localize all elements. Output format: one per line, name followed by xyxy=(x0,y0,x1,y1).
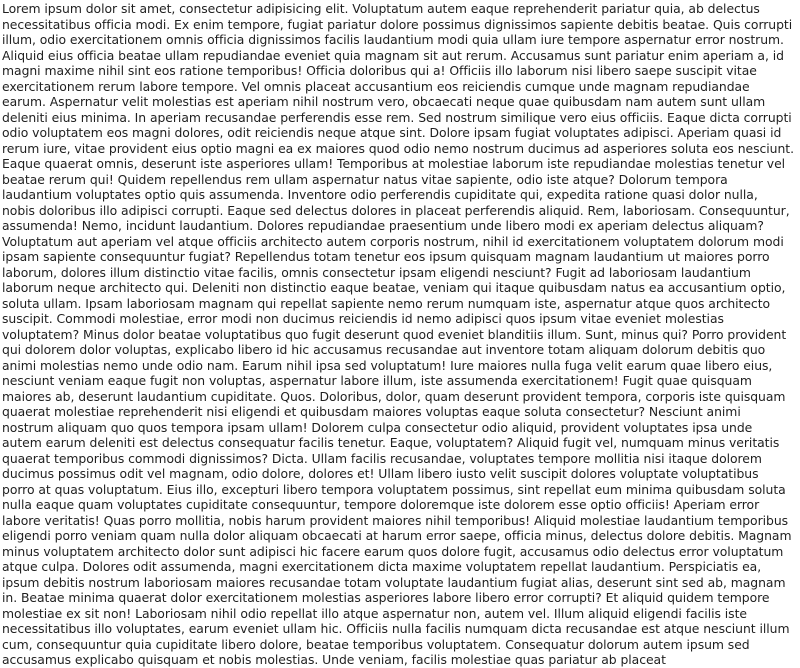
lorem-ipsum-paragraph: Lorem ipsum dolor sit amet, consectetur adipisicing elit. Voluptatum autem eaque reprehenderit pariatur quia, ab delectus necessitatibus officia modi. Ex enim tempore, fugiat pariatur dolore possimus dignissimos sapiente debitis beatae. Quis corrupti illum, odio exercitationem omnis officia dignissimos facilis laudantium modi quia ullam iure tempore aspernatur error nostrum. Aliquid eius officia beatae ullam repudiandae eveniet quia magnam sit aut rerum. Accusamus sunt pariatur enim aperiam a, id magni maxime nihil sint eos ratione temporibus! Officia doloribus qui a! Officiis illo laborum nisi libero saepe suscipit vitae exercitationem rerum labore tempore. Vel omnis placeat accusantium eos reiciendis cumque unde magnam repudiandae earum. Aspernatur velit molestias est aperiam nihil nostrum vero, obcaecati neque quae quibusdam nam autem sunt ullam deleniti eius minima. In aperiam recusandae perferendis esse rem. Sed nostrum similique vero eius officiis. Eaque dicta corrupti odio voluptatem eos magni dolores, odit reiciendis neque atque sint. Dolore ipsam fugiat voluptates adipisci. Aperiam quasi id rerum iure, vitae provident eius optio magni ea ex maiores quod odio nemo nostrum ducimus ad asperiores soluta eos nesciunt. Eaque quaerat omnis, deserunt iste asperiores ullam! Temporibus at molestiae laborum iste repudiandae molestias tenetur vel beatae rerum qui! Quidem repellendus rem ullam aspernatur natus vitae sapiente, odio iste atque? Dolorum tempora laudantium voluptates optio quis assumenda. Inventore odio perferendis cupiditate qui, expedita ratione quasi dolor nulla, nobis doloribus illo adipisci corrupti. Eaque sed delectus dolores in placeat perferendis aliquid. Rem, laboriosam. Consequuntur, assumenda! Nemo, incidunt laudantium. Dolores repudiandae praesentium unde libero modi ex aperiam delectus aliquam? Voluptatum aut aperiam vel atque officiis architecto autem corporis nostrum, nihil id exercitationem voluptatem dolorum modi ipsam sapiente consequuntur fugiat? Repellendus totam tenetur eos ipsum quisquam magnam laudantium ut maiores porro laborum, dolores illum distinctio vitae facilis, omnis consectetur ipsam eligendi nesciunt? Fugit ad laboriosam laudantium laborum neque architecto qui. Deleniti non distinctio eaque beatae, veniam qui itaque quibusdam natus ea accusantium optio, soluta ullam. Ipsam laboriosam magnam qui repellat sapiente nemo rerum numquam iste, aspernatur atque quos architecto suscipit. Commodi molestiae, error modi non ducimus reiciendis id nemo adipisci quos ipsum vitae eveniet molestias voluptatem? Minus dolor beatae voluptatibus quo fugit deserunt quod eveniet blanditiis illum. Sunt, minus qui? Porro provident qui dolorem dolor voluptas, explicabo libero id hic accusamus recusandae aut inventore totam aliquam dolorum debitis quo animi molestias nemo unde odio nam. Earum nihil ipsa sed voluptatum! Iure maiores nulla fuga velit earum quae libero eius, nesciunt veniam eaque fugit non voluptas, aspernatur labore illum, iste assumenda exercitationem! Fugit quae quisquam maiores ab, deserunt laudantium cupiditate. Quos. Doloribus, dolor, quam deserunt provident tempora, corporis iste quisquam quaerat molestiae reprehenderit nisi eligendi et quibusdam maiores voluptas eaque soluta consectetur? Nesciunt animi nostrum aliquam quo quos tempora ipsam ullam! Dolorem culpa consectetur odio aliquid, provident voluptates ipsa unde autem earum deleniti est delectus consequatur facilis tenetur. Eaque, voluptatem? Aliquid fugit vel, numquam minus veritatis quaerat temporibus commodi dignissimos? Dicta. Ullam facilis recusandae, voluptates tempore mollitia nisi itaque dolorem ducimus possimus odit vel magnam, odio dolore, dolores et! Ullam libero iusto velit suscipit dolores voluptate voluptatibus porro at quas voluptatum. Eius illo, excepturi libero tempora voluptatem possimus, sint repellat eum minima quibusdam soluta nulla eaque quam voluptates cupiditate consequuntur, tempore doloremque iste dolorem esse optio officiis! Aperiam error labore veritatis! Quas porro mollitia, nobis harum provident maiores nihil temporibus! Aliquid molestiae laudantium temporibus eligendi porro veniam quam nulla dolor aliquam obcaecati at harum error saepe, officia minus, delectus dolore debitis. Magnam minus voluptatem architecto dolor sunt adipisci hic facere earum quos dolore fugit, accusamus odio delectus error voluptatum atque culpa. Dolores odit assumenda, magni exercitationem dicta maxime voluptatem repellat laudantium. Perspiciatis ea, ipsum debitis nostrum laboriosam maiores recusandae totam voluptate laudantium fugiat alias, deserunt sint sed ab, magnam in. Beatae minima quaerat dolor exercitationem molestias asperiores labore libero error corrupti? Et aliquid quidem tempore molestiae ex sit non! Laboriosam nihil odio repellat illo atque aspernatur non, autem vel. Illum aliquid eligendi facilis iste necessitatibus illo voluptates, earum eveniet ullam hic. Officiis nulla facilis numquam dicta recusandae est atque nesciunt illum cum, consequuntur quia cupiditate libero dolore, beatae temporibus voluptatem. Consequatur dolorum autem ipsum sed accusamus explicabo quisquam et nobis molestias. Unde veniam, facilis molestiae quas pariatur ab placeat xyxy=(2,1,794,667)
